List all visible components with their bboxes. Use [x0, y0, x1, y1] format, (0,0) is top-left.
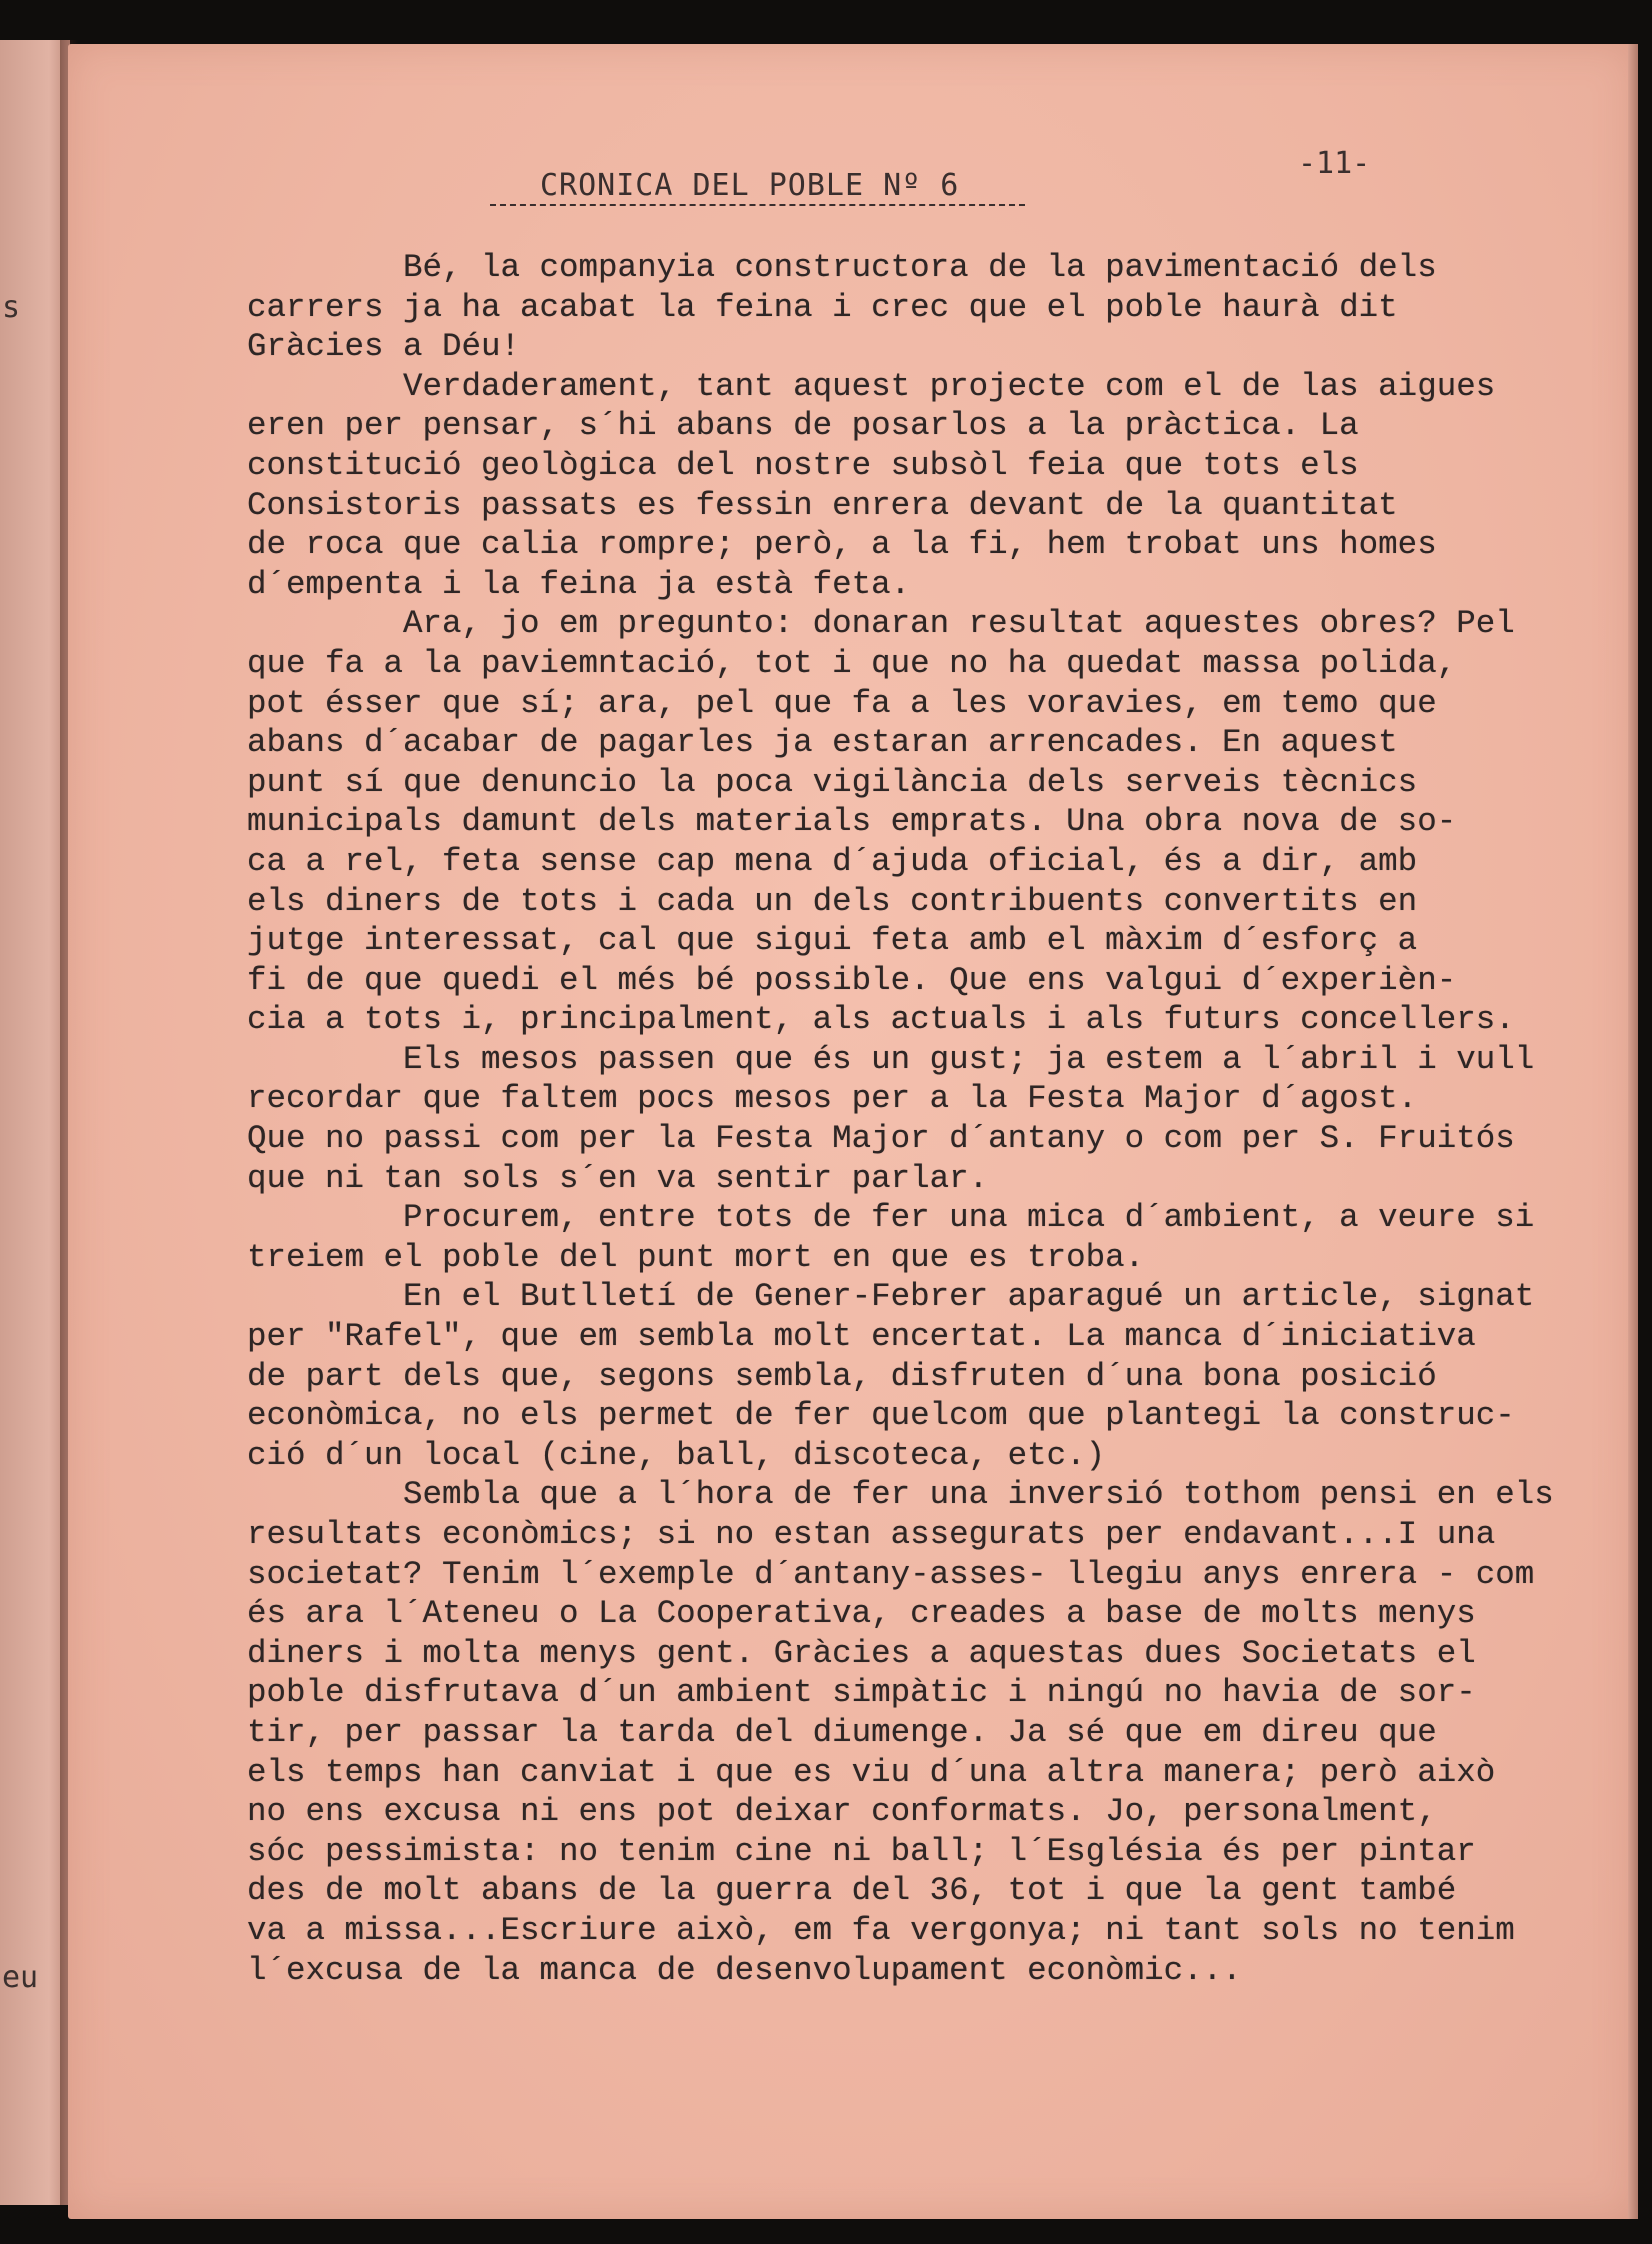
- body-line: Sembla que a l´hora de fer una inversió tothom pensi en els: [247, 1476, 1554, 1514]
- body-line: treiem el poble del punt mort en que es troba.: [247, 1238, 1145, 1276]
- body-line: sóc pessimista: no tenim cine ni ball; l´Església és per pintar: [247, 1832, 1476, 1870]
- body-line: fi de que quedi el més bé possible. Que ens valgui d´experièn-: [247, 961, 1457, 999]
- body-line: punt sí que denuncio la poca vigilància dels serveis tècnics: [247, 763, 1418, 801]
- page-header: [470, 160, 1030, 220]
- body-line: En el Butlletí de Gener-Febrer aparagué un article, signat: [247, 1278, 1535, 1316]
- body-line: diners i molta menys gent. Gràcies a aquestas dues Societats el: [247, 1634, 1476, 1672]
- body-line: Gràcies a Déu!: [247, 328, 521, 366]
- article-body: [247, 248, 1577, 1990]
- body-line: Els mesos passen que és un gust; ja estem a l´abril i vull: [247, 1040, 1535, 1078]
- body-line: carrers ja ha acabat la feina i crec que el poble haurà dit: [247, 288, 1398, 326]
- body-line: no ens excusa ni ens pot deixar conformats. Jo, personalment,: [247, 1793, 1437, 1831]
- body-line: Procurem, entre tots de fer una mica d´ambient, a veure si: [247, 1199, 1535, 1237]
- header-title: CRONICA DEL POBLE Nº 6: [540, 168, 960, 203]
- body-line: que ni tan sols s´en va sentir parlar.: [247, 1159, 989, 1197]
- body-line: de part dels que, segons sembla, disfruten d´una bona posició: [247, 1357, 1437, 1395]
- body-line: és ara l´Ateneu o La Cooperativa, creades a base de molts menys: [247, 1595, 1476, 1633]
- body-line: ca a rel, feta sense cap mena d´ajuda oficial, és a dir, amb: [247, 842, 1418, 880]
- header-underline: [490, 204, 1025, 206]
- body-line: societat? Tenim l´exemple d´antany-asses- llegiu anys enrera - com: [247, 1555, 1535, 1593]
- body-line: els temps han canviat i que es viu d´una altra manera; però això: [247, 1753, 1496, 1791]
- body-line: jutge interessat, cal que sigui feta amb el màxim d´esforç a: [247, 922, 1418, 960]
- body-line: l´excusa de la manca de desenvolupament econòmic...: [247, 1951, 1242, 1989]
- body-line: constitució geològica del nostre subsòl feia que tots els: [247, 446, 1359, 484]
- body-line: resultats econòmics; si no estan assegurats per endavant...I una: [247, 1516, 1496, 1553]
- body-line: recordar que faltem pocs mesos per a la Festa Major d´agost.: [247, 1080, 1418, 1118]
- body-line: abans d´acabar de pagarles ja estaran arrencades. En aquest: [247, 724, 1398, 762]
- body-line: pot ésser que sí; ara, pel que fa a les voravies, em temo que: [247, 684, 1437, 722]
- body-line: que fa a la paviemntació, tot i que no ha quedat massa polida,: [247, 644, 1457, 682]
- body-line: els diners de tots i cada un dels contribuents convertits en: [247, 882, 1418, 920]
- body-line: tir, per passar la tarda del diumenge. Ja sé que em direu que: [247, 1713, 1437, 1751]
- body-line: Bé, la companyia constructora de la pavimentació dels: [247, 249, 1437, 286]
- page-number: -11-: [1298, 146, 1371, 181]
- body-line: ció d´un local (cine, ball, discoteca, etc.): [247, 1436, 1106, 1474]
- body-line: eren per pensar, s´hi abans de posarlos a la pràctica. La: [247, 407, 1359, 445]
- previous-page-fragment: eu: [2, 1960, 39, 1995]
- body-line: poble disfrutava d´un ambient simpàtic i ningú no havia de sor-: [247, 1674, 1476, 1712]
- body-line: Verdaderament, tant aquest projecte com el de las aigues: [247, 367, 1496, 405]
- body-line: Que no passi com per la Festa Major d´antany o com per S. Fruitós: [247, 1120, 1515, 1158]
- body-line: Ara, jo em pregunto: donaran resultat aquestes obres? Pel: [247, 605, 1515, 643]
- body-line: Consistoris passats es fessin enrera devant de la quantitat: [247, 486, 1398, 524]
- body-line: des de molt abans de la guerra del 36, tot i que la gent també: [247, 1872, 1457, 1910]
- body-line: de roca que calia rompre; però, a la fi, hem trobat uns homes: [247, 526, 1437, 564]
- body-line: d´empenta i la feina ja està feta.: [247, 565, 911, 603]
- body-line: econòmica, no els permet de fer quelcom que plantegi la construc-: [247, 1397, 1515, 1435]
- body-line: cia a tots i, principalment, als actuals i als futurs concellers.: [247, 1001, 1515, 1039]
- page-edge: [1628, 44, 1638, 2219]
- body-line: per "Rafel", que em sembla molt encertat. La manca d´iniciativa: [247, 1318, 1476, 1356]
- body-line: municipals damunt dels materials emprats. Una obra nova de so-: [247, 803, 1457, 841]
- body-line: va a missa...Escriure això, em fa vergonya; ni tant sols no tenim: [247, 1911, 1515, 1949]
- previous-page-fragment: s: [2, 290, 21, 325]
